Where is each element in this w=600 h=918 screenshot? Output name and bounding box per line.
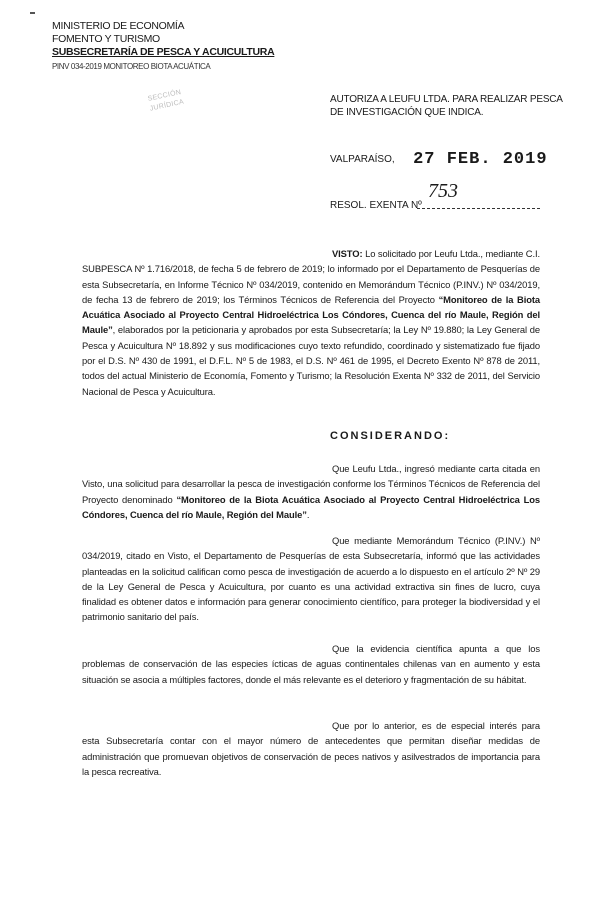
considerando-paragraph-4: [82, 718, 540, 779]
considerando-3-text: Que la evidencia científica apunta a que los problemas de conservación de las especies ícticas de aguas continentales chilenas van en aumento y esta situación se asocia a múltiples factores, donde el más relevante es el deterioro y fragmentación de su hábitat.: [82, 643, 540, 685]
corner-mark: [30, 12, 35, 14]
document-header: [52, 20, 282, 72]
visto-text-2: , elaborados por la peticionaria y aprobados por esta Subsecretaría; la Ley Nº 19.880; la Ley General de Pesca y Acuicultura Nº 18.892 y sus modificaciones cuyo texto refundido, coordinado y sistematizado fue fijado por el D.S. Nº 430 de 1991, el D.F.L. Nº 5 de 1983, el D.S. Nº 461 de 1995, el Decreto Exento Nº 878 de 2011, todos del actual Ministerio de Economía, Fomento y Turismo; la Resolución Exenta Nº 332 de 2011, del Servicio Nacional de Pesca y Acuicultura.: [82, 324, 540, 397]
reference-code: PINV 034-2019 MONITOREO BIOTA ACUÁTICA: [52, 62, 211, 71]
subsecretaria-title: SUBSECRETARÍA DE PESCA Y ACUICULTURA: [52, 46, 275, 58]
resolution-subject: [330, 93, 570, 119]
considerando-title: CONSIDERANDO:: [330, 430, 451, 442]
considerando-1-text-a: Que Leufu Ltda., ingresó mediante carta citada en Visto, una solicitud para desarrollar la pesca de investigación conforme los Términos Técnicos de Referencia del Proyecto denominado: [82, 463, 540, 505]
resolution-number-row: [330, 182, 540, 212]
considerando-paragraph-3: [82, 641, 540, 687]
place-date-row: [330, 148, 548, 172]
visto-text-1: Lo solicitado por Leufu Ltda., mediante C.I. SUBPESCA Nº 1.716/2018, de fecha 5 de febrero de 2019; lo informado por el Departamento de Pesquerías de esta Subsecretaría, en Informe Técnico Nº 034/2019, contenido en Memorándum Técnico (P.INV.) Nº 034/2019, de fecha 13 de febrero de 2019; los Términos Técnicos de Referencia del Proyecto: [82, 248, 540, 305]
considerando-paragraph-2: [82, 533, 540, 625]
subject-line-2: DE INVESTIGACIÓN QUE INDICA.: [330, 107, 484, 118]
considerando-1-text-b: .: [306, 508, 310, 520]
subject-line-1: AUTORIZA A LEUFU LTDA. PARA REALIZAR PESCA: [330, 94, 563, 105]
visto-paragraph: [82, 246, 540, 399]
faint-stamp: [147, 82, 217, 131]
stamp-line-1: SECCIÓN: [147, 88, 182, 103]
considerando-paragraph-1: [82, 461, 540, 522]
considerando-4-text: Que por lo anterior, es de especial interés para esta Subsecretaría contar con el mayor número de antecedentes que permitan diseñar medidas de administración que promuevan objetivos de conservación de peces nativos y asilvestrados de importancia para la pesca recreativa.: [82, 720, 540, 777]
resolution-label: RESOL. EXENTA Nº: [330, 200, 422, 211]
visto-project-name: “Monitoreo de la Biota Acuática Asociado al Proyecto Central Hidroeléctrica Los Cóndores, Cuenca del río Maule, Región del Maule”: [82, 293, 540, 336]
resolution-number: 753: [428, 180, 458, 202]
resolution-fill-line: [417, 208, 540, 209]
stamped-date: 27 FEB. 2019: [413, 150, 548, 169]
considerando-1-project-name: “Monitoreo de la Biota Acuática Asociado al Proyecto Central Hidroeléctrica Los Cóndores, Cuenca del río Maule, Región del Maule”: [82, 493, 540, 520]
stamp-line-2: JURÍDICA: [149, 98, 185, 113]
place-label: VALPARAÍSO,: [330, 154, 395, 165]
visto-title: VISTO:: [332, 248, 363, 259]
considerando-2-text: Que mediante Memorándum Técnico (P.INV.) Nº 034/2019, citado en Visto, el Departamento de Pesquerías de esta Subsecretaría, informó que las actividades planteadas en la solicitud califican como pesca de investigación de acuerdo a lo dispuesto en el artículo 2º Nº 29 de la Ley General de Pesca y Acuicultura, por cuanto es una actividad extractiva sin fines de lucro, cuya finalidad es obtener datos e información para generar conocimiento científico, para proteger la biodiversidad y el patrimonio sanitario del país.: [82, 535, 540, 623]
ministry-line-1: MINISTERIO DE ECONOMÍA: [52, 20, 185, 32]
ministry-line-2: FOMENTO Y TURISMO: [52, 33, 160, 45]
